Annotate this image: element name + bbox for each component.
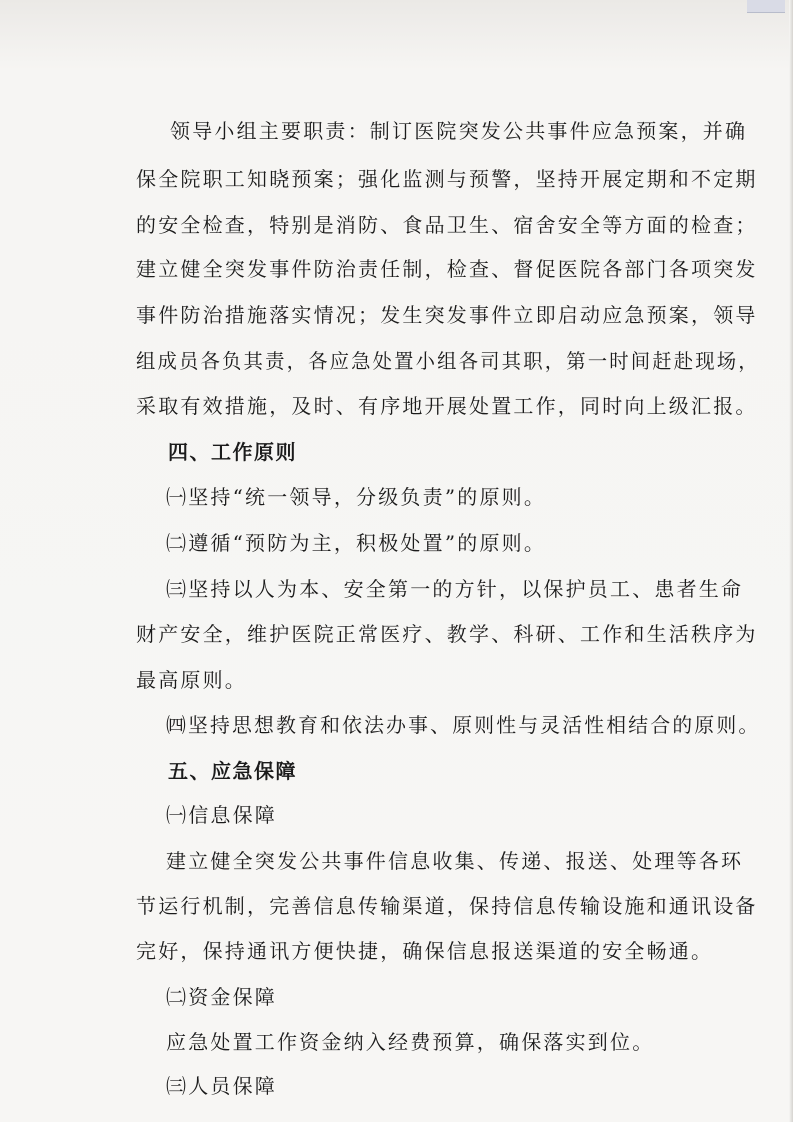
paragraph-line: 领导小组主要职责：制订医院突发公共事件应急预案，并确 <box>170 119 748 143</box>
scan-edge-shadow <box>789 0 793 1122</box>
paragraph-line: 最高原则。 <box>136 668 247 692</box>
paragraph-line: 的安全检查，特别是消防、食品卫生、宿舍安全等方面的检查； <box>136 213 758 237</box>
paragraph-line: 保全院职工知晓预案；强化监测与预警，坚持开展定期和不定期 <box>136 167 758 191</box>
paragraph-line: 建立健全突发公共事件信息收集、传递、报送、处理等各环 <box>166 849 744 873</box>
paragraph-line: 事件防治措施落实情况；发生突发事件立即启动应急预案，领导 <box>136 303 758 327</box>
list-item: ㈣坚持思想教育和依法办事、原则性与灵活性相结合的原则。 <box>166 713 761 737</box>
paragraph-line: 组成员各负其责，各应急处置小组各司其职，第一时间赶赴现场， <box>136 349 760 373</box>
paragraph-line: 完好，保持通讯方便快捷，确保信息报送渠道的安全畅通。 <box>136 939 714 963</box>
scan-corner-mark <box>747 0 785 13</box>
list-item: ㈠坚持“统一领导，分级负责”的原则。 <box>166 485 547 509</box>
subsection-title: ㈡资金保障 <box>166 985 277 1009</box>
subsection-title: ㈠信息保障 <box>166 803 277 827</box>
paragraph-line: 采取有效措施，及时、有序地开展处置工作，同时向上级汇报。 <box>136 394 758 418</box>
paragraph-line: 财产安全，维护医院正常医疗、教学、科研、工作和生活秩序为 <box>136 622 758 646</box>
subsection-title: ㈢人员保障 <box>166 1074 277 1098</box>
list-item: ㈢坚持以人为本、安全第一的方针，以保护员工、患者生命 <box>166 577 744 601</box>
paragraph-line: 建立健全突发事件防治责任制，检查、督促医院各部门各项突发 <box>136 257 758 281</box>
paragraph-line: 节运行机制，完善信息传输渠道，保持信息传输设施和通讯设备 <box>136 894 758 918</box>
list-item: ㈡遵循“预防为主，积极处置”的原则。 <box>166 531 547 555</box>
section-heading: 四、工作原则 <box>168 440 297 464</box>
section-heading: 五、应急保障 <box>168 759 297 783</box>
paragraph-line: 应急处置工作资金纳入经费预算，确保落实到位。 <box>166 1030 655 1054</box>
